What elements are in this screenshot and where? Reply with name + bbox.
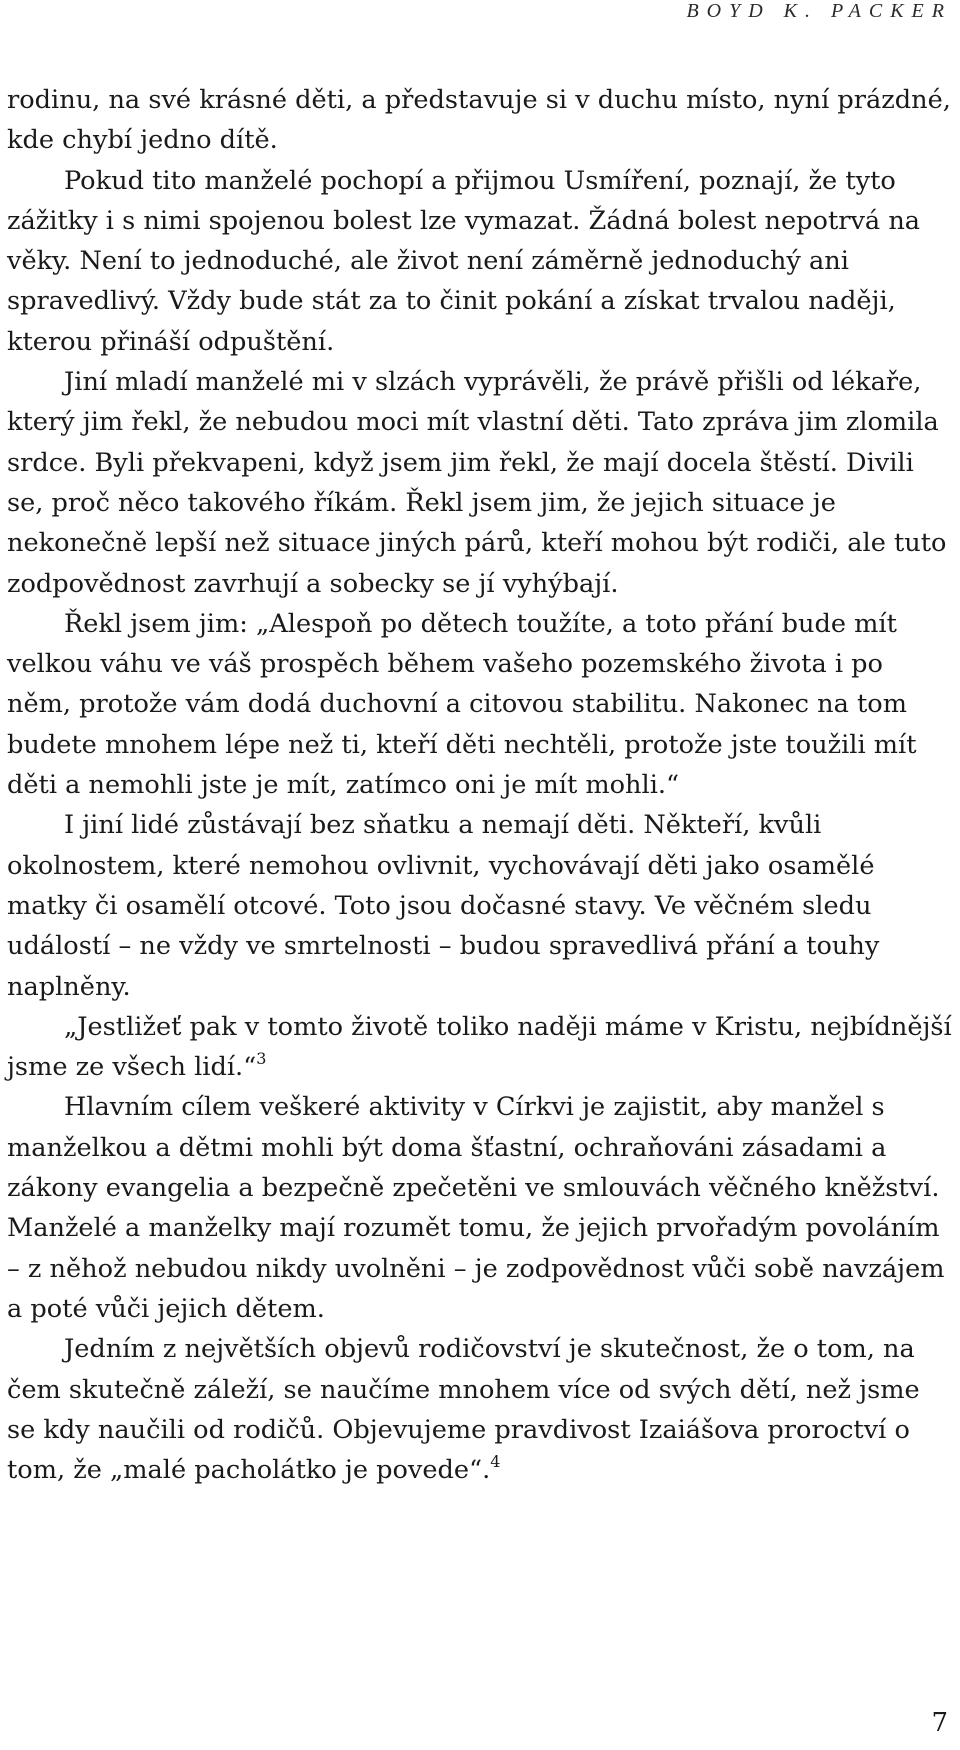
running-header: BOYD K. PACKER	[686, 0, 952, 22]
paragraph-text: Hlavním cílem veškeré aktivity v Církvi je zajistit, aby manžel s manželkou a dětmi mohli být doma šťastní, ochraňováni zásadami a zákony evangelia a bezpečně zpečetěni ve smlouvách věčného kněžství. Manželé a manželky mají rozumět tomu, že jejich prvořadým povoláním – z něhož nebudou nikdy uvolněni – je zodpovědnost vůči sobě navzájem a poté vůči jejich dětem.	[7, 1092, 945, 1324]
footnote-marker: 3	[256, 1049, 267, 1069]
page-number: 7	[931, 1708, 948, 1738]
paragraph	[7, 362, 953, 604]
paragraph	[7, 1329, 953, 1490]
paragraph-text: „Jestližeť pak v tomto životě toliko naději máme v Kristu, nejbídnější jsme ze všech lidí.“	[7, 1011, 952, 1083]
paragraph	[7, 161, 953, 362]
paragraph	[7, 805, 953, 1006]
paragraph-text: rodinu, na své krásné děti, a představuje si v duchu místo, nyní prázdné, kde chybí jedno dítě.	[7, 85, 951, 156]
paragraph-text: I jiní lidé zůstávají bez sňatku a nemají děti. Někteří, kvůli okolnostem, které nemohou ovlivnit, vychovávají děti jako osamělé matky či osamělí otcové. Toto jsou dočasné stavy. Ve věčném sledu událostí – ne vždy ve smrtelnosti – budou spravedlivá přání a touhy naplněny.	[7, 810, 880, 1002]
paragraph-text: Jedním z největších objevů rodičovství je skutečnost, že o tom, na čem skutečně záleží, se naučíme mnohem více od svých dětí, než jsme se kdy naučili od rodičů. Objevujeme pravdivost Izaiášova proroctví o tom, že „malé pacholátko je povede“.	[7, 1334, 920, 1486]
paragraph	[7, 80, 953, 161]
paragraph-text: Pokud tito manželé pochopí a přijmou Usmíření, poznají, že tyto zážitky i s nimi spojenou bolest lze vymazat. Žádná bolest nepotrvá na věky. Není to jednoduché, ale život není záměrně jednoduchý ani spravedlivý. Vždy bude stát za to činit pokání a získat trvalou naději, kterou přináší odpuštění.	[7, 165, 921, 357]
paragraph-text: Jiní mladí manželé mi v slzách vyprávěli, že právě přišli od lékaře, který jim řekl, že nebudou moci mít vlastní děti. Tato zpráva jim zlomila srdce. Byli překvapeni, když jsem jim řekl, že mají docela štěstí. Divili se, proč něco takového říkám. Řekl jsem jim, že jejich situace je nekonečně lepší než situace jiných párů, kteří mohou být rodiči, ale tuto zodpovědnost zavrhují a sobecky se jí vyhýbají.	[7, 367, 947, 599]
paragraph-text: Řekl jsem jim: „Alespoň po dětech toužíte, a toto přání bude mít velkou váhu ve váš prospěch během vašeho pozemského života i po něm, protože vám dodá duchovní a citovou stabilitu. Nakonec na tom budete mnohem lépe než ti, kteří děti nechtěli, protože jste toužili mít děti a nemohli jste je mít, zatímco oni je mít mohli.“	[7, 608, 917, 801]
paragraph	[7, 1007, 953, 1088]
paragraph	[7, 1087, 953, 1329]
footnote-marker: 4	[490, 1452, 501, 1472]
body-text	[7, 80, 953, 1490]
paragraph	[7, 604, 953, 805]
